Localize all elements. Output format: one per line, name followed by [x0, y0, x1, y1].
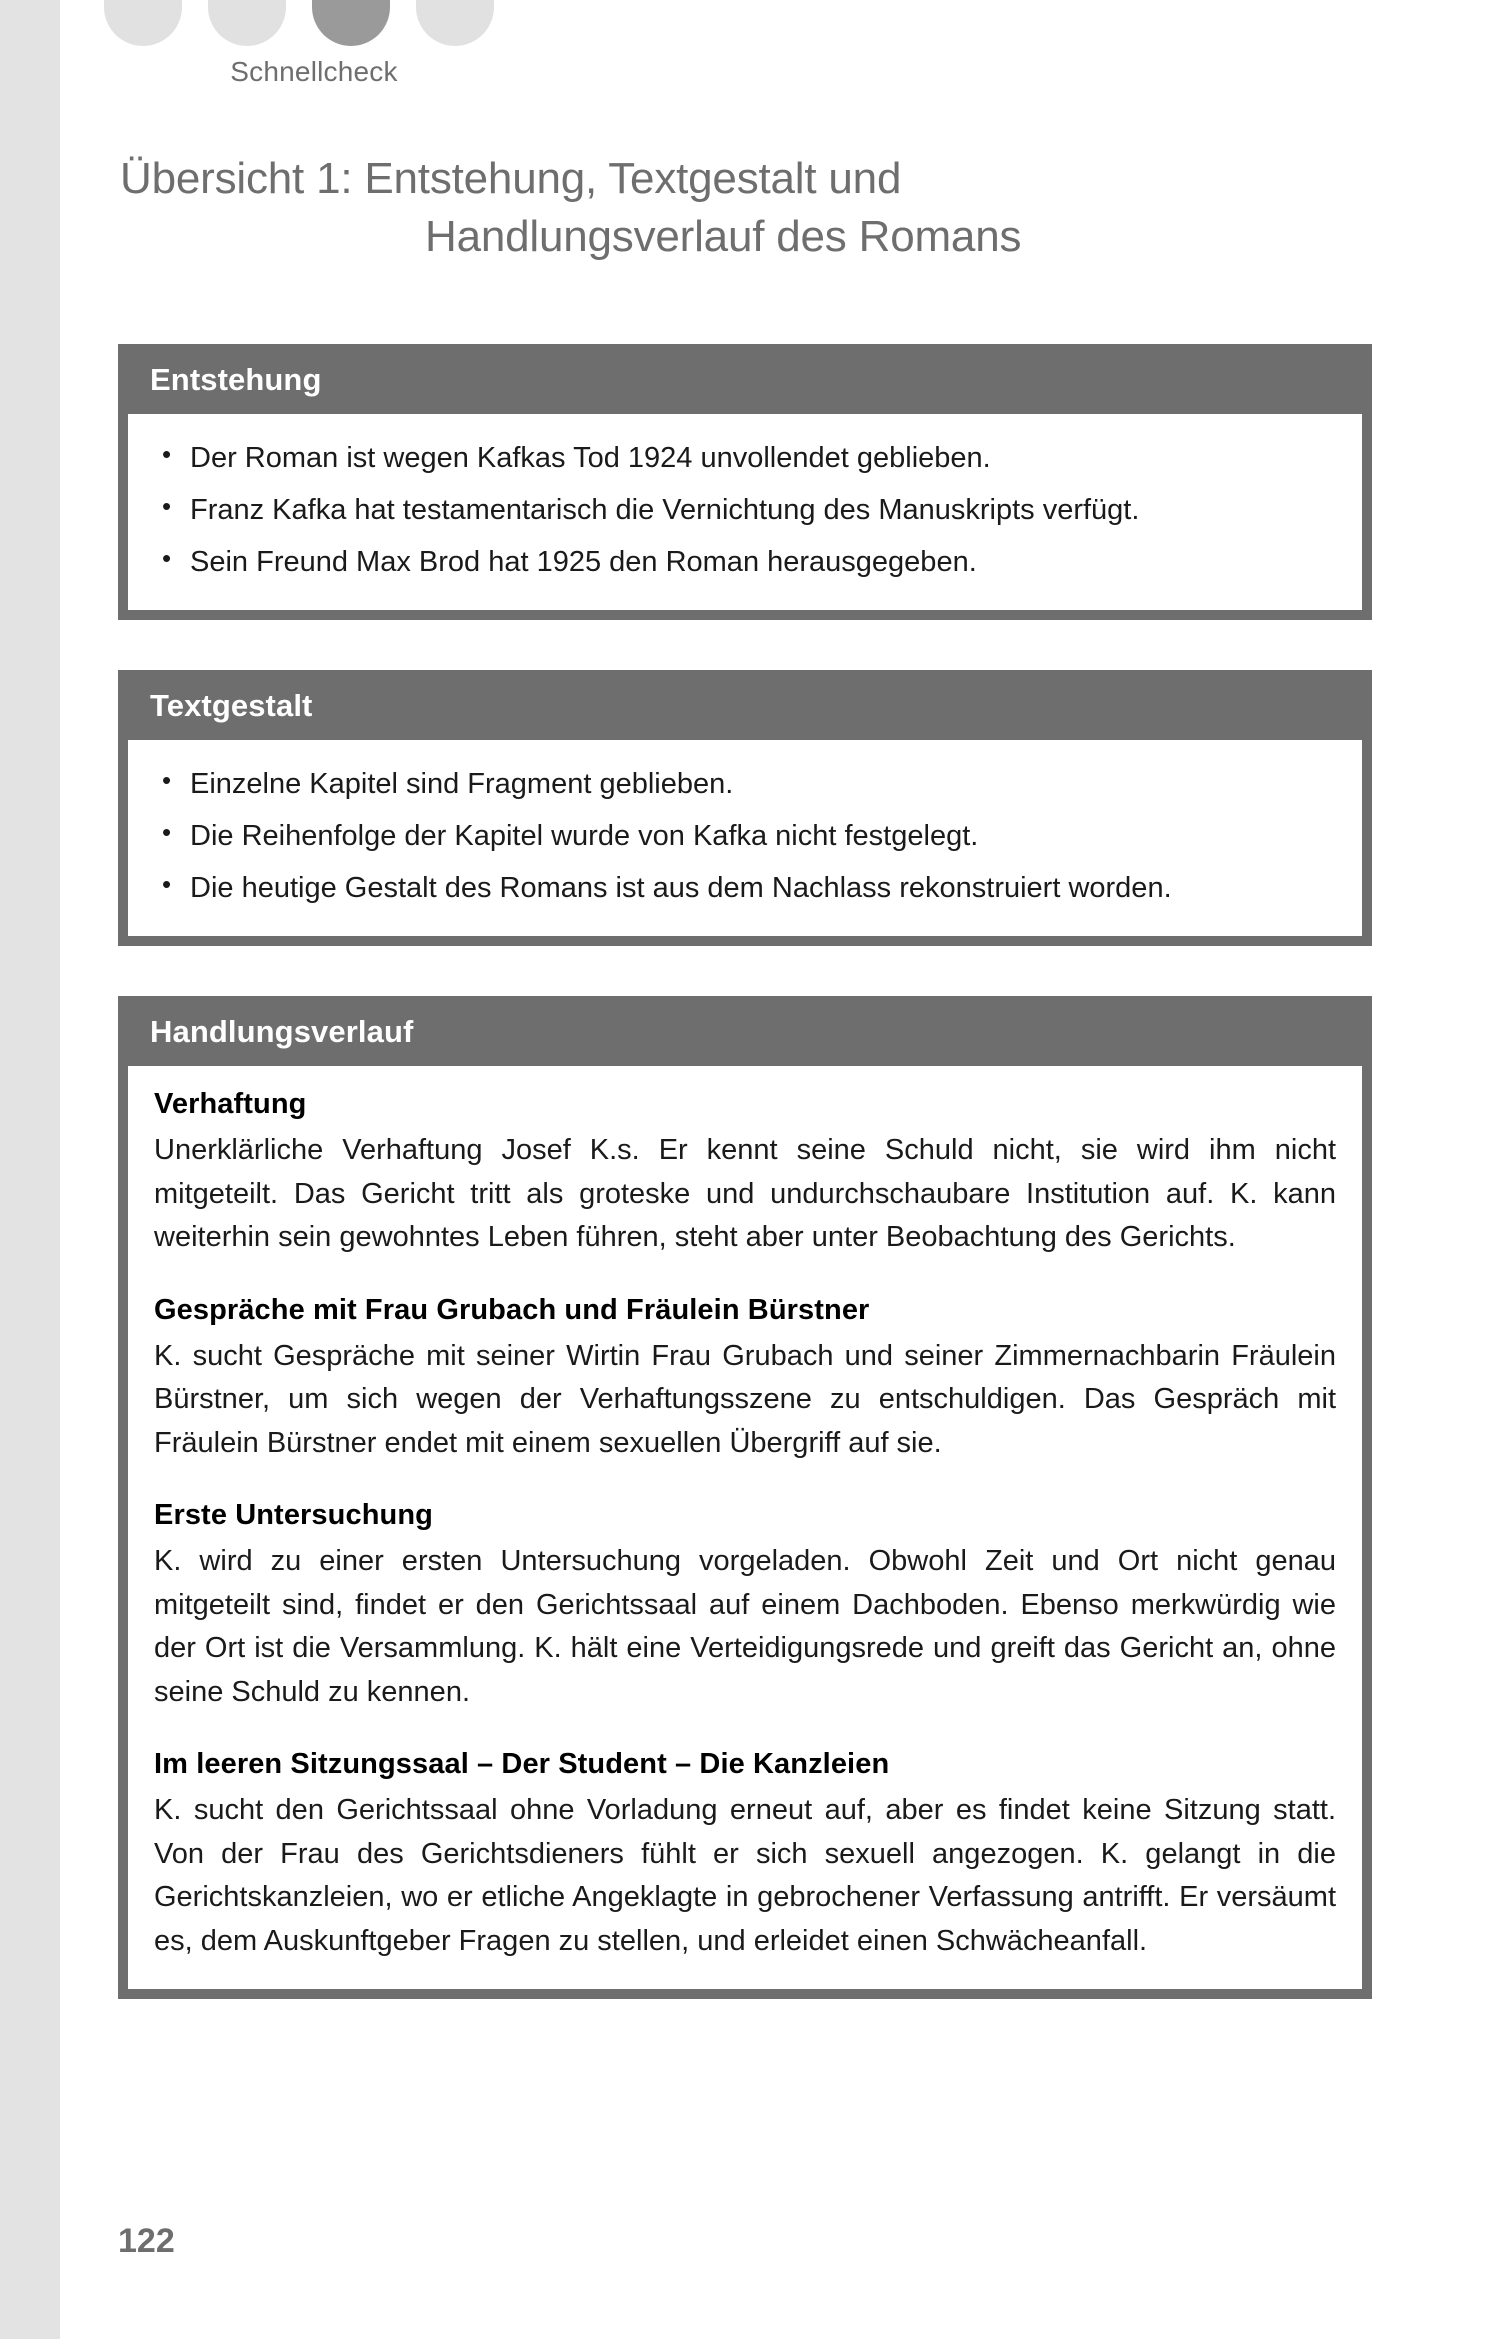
section-box-textgestalt: [118, 670, 1372, 946]
list-item: • Die heutige Gestalt des Romans ist aus dem Nachlass rekonstruiert worden.: [154, 866, 1336, 910]
page-number: 122: [118, 2222, 175, 2260]
page-title-line-1: Übersicht 1: Entstehung, Textgestalt und: [120, 154, 902, 203]
section-heading: Entstehung: [150, 362, 322, 397]
subsection-text: Unerklärliche Verhaftung Josef K.s. Er kennt seine Schuld nicht, sie wird ihm nicht mitgeteilt. Das Gericht tritt als groteske und undurchschaubare Institution auf. K. kann weiterhin sein gewohntes Leben führen, steht aber unter Beobachtung des Gerichts.: [154, 1134, 1336, 1254]
list-item: • Einzelne Kapitel sind Fragment geblieben.: [154, 762, 1336, 806]
subsection-title: Erste Untersuchung: [154, 1499, 433, 1532]
section-body: [128, 740, 1362, 936]
list-item: • Sein Freund Max Brod hat 1925 den Roman herausgegeben.: [154, 540, 1336, 584]
section-body: [128, 414, 1362, 610]
list-item: • Die Reihenfolge der Kapitel wurde von Kafka nicht festgelegt.: [154, 814, 1336, 858]
subsection-gespraeche: [154, 1294, 1336, 1466]
list-item: • Franz Kafka hat testamentarisch die Vernichtung des Manuskripts verfügt.: [154, 488, 1336, 532]
chapter-tab-1[interactable]: [104, 0, 182, 46]
chapter-tabs: [104, 0, 524, 46]
section-box-list: [118, 344, 1372, 2049]
section-body: [128, 1066, 1362, 1989]
subsection-title: Verhaftung: [154, 1088, 307, 1121]
chapter-tab-4[interactable]: [416, 0, 494, 46]
subsection-verhaftung: [154, 1088, 1336, 1260]
list-item: • Der Roman ist wegen Kafkas Tod 1924 unvollendet geblieben.: [154, 436, 1336, 480]
left-margin-strip: [0, 0, 60, 2339]
subsection-text: K. sucht den Gerichtssaal ohne Vorladung erneut auf, aber es findet keine Sitzung statt. Von der Frau des Gerichtsdieners fühlt er sich sexuell angezogen. K. gelangt in die Gerichtskanzleien, wo er etliche Angeklagte in gebrochener Verfassung antrifft. Er versäumt es, dem Auskunftgeber Fragen zu stellen, und erleidet einen Schwächeanfall.: [154, 1794, 1336, 1957]
section-heading: Textgestalt: [150, 688, 313, 724]
page-title-line-2: Handlungsverlauf des Romans: [425, 212, 1022, 262]
bullet-list: [154, 436, 1336, 584]
chapter-tab-2[interactable]: [208, 0, 286, 46]
section-heading: Handlungsverlauf: [150, 1014, 414, 1050]
subsection-erste-untersuchung: [154, 1499, 1336, 1714]
chapter-tabs-label: Schnellcheck: [230, 56, 398, 87]
chapter-tab-3-active[interactable]: [312, 0, 390, 46]
subsection-text: K. wird zu einer ersten Untersuchung vorgeladen. Obwohl Zeit und Ort nicht genau mitgeteilt sind, findet er den Gerichtssaal auf einem Dachboden. Ebenso merkwürdig wie der Ort ist die Versammlung. K. hält eine Verteidigungsrede und greift das Gericht an, ohne seine Schuld zu kennen.: [154, 1545, 1336, 1708]
subsection-title: Im leeren Sitzungssaal – Der Student – Die Kanzleien: [154, 1748, 890, 1781]
subsection-title: Gespräche mit Frau Grubach und Fräulein Bürstner: [154, 1293, 870, 1326]
section-box-entstehung: [118, 344, 1372, 620]
bullet-list: [154, 762, 1336, 910]
section-box-handlungsverlauf: [118, 996, 1372, 1999]
subsection-im-leeren-sitzungssaal: [154, 1748, 1336, 1963]
subsection-text: K. sucht Gespräche mit seiner Wirtin Frau Grubach und seiner Zimmernachbarin Fräulein Bürstner, um sich wegen der Verhaftungsszene zu entschuldigen. Das Gespräch mit Fräulein Bürstner endet mit einem sexuellen Übergriff auf sie.: [154, 1339, 1336, 1459]
page-title: [120, 150, 1320, 266]
